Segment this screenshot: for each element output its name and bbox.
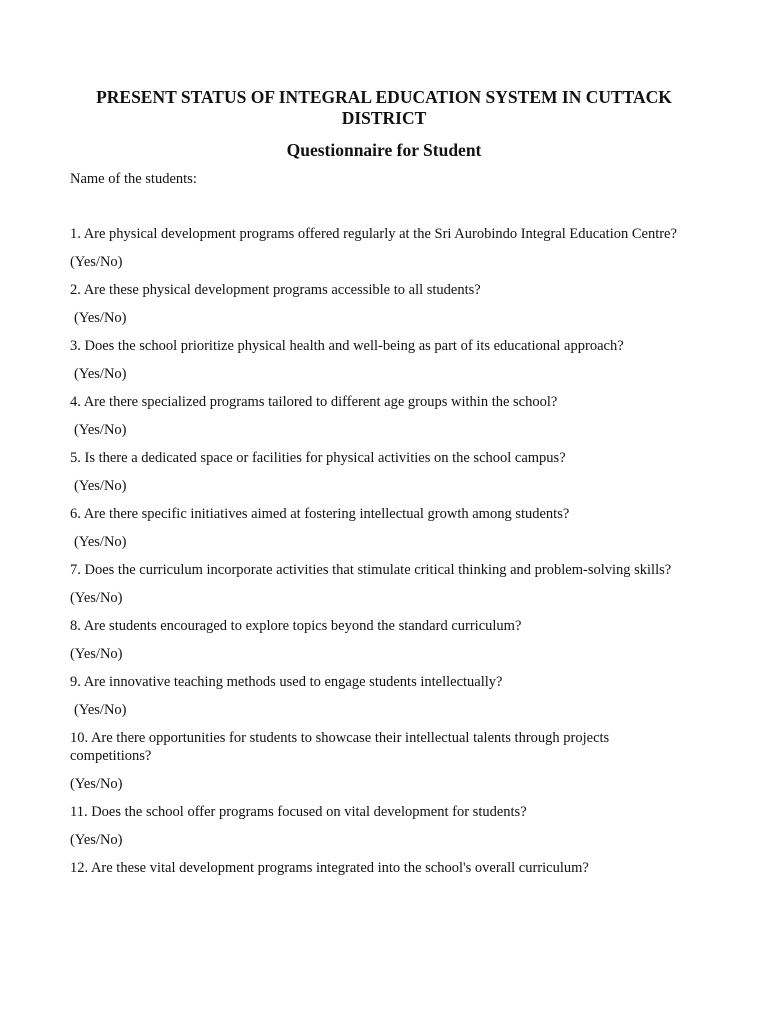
question-text: 2. Are these physical development programs accessible to all students? xyxy=(70,282,481,298)
question-item-7 xyxy=(70,561,680,607)
question-item-5 xyxy=(70,449,680,495)
question-text: 9. Are innovative teaching methods used to engage students intellectually? xyxy=(70,674,503,690)
question-text: 8. Are students encouraged to explore topics beyond the standard curriculum? xyxy=(70,618,522,634)
question-list xyxy=(70,225,680,887)
question-item-9 xyxy=(70,673,680,719)
answer-options: (Yes/No) xyxy=(74,478,127,494)
question-text: 10. Are there opportunities for students to showcase their intellectual talents through projects competitions? xyxy=(70,730,610,764)
answer-options: (Yes/No) xyxy=(74,534,127,550)
question-text: 7. Does the curriculum incorporate activities that stimulate critical thinking and problem-solving skills? xyxy=(70,562,672,578)
answer-options: (Yes/No) xyxy=(74,422,127,438)
question-item-6 xyxy=(70,505,680,551)
question-text: 4. Are there specialized programs tailored to different age groups within the school? xyxy=(70,394,558,410)
question-item-2 xyxy=(70,281,680,327)
answer-options: (Yes/No) xyxy=(74,702,127,718)
student-name-label: Name of the students: xyxy=(70,171,197,187)
question-item-4 xyxy=(70,393,680,439)
question-text: 3. Does the school prioritize physical health and well-being as part of its educational approach? xyxy=(70,338,624,354)
document-title: PRESENT STATUS OF INTEGRAL EDUCATION SYSTEM IN CUTTACK DISTRICT xyxy=(96,87,672,128)
document-subtitle: Questionnaire for Student xyxy=(286,140,482,160)
question-text: 12. Are these vital development programs integrated into the school's overall curriculum? xyxy=(70,860,589,876)
question-item-8 xyxy=(70,617,680,663)
question-text: 6. Are there specific initiatives aimed at fostering intellectual growth among students? xyxy=(70,506,570,522)
question-item-12 xyxy=(70,859,680,877)
answer-options: (Yes/No) xyxy=(70,646,123,662)
question-text: 5. Is there a dedicated space or facilities for physical activities on the school campus? xyxy=(70,450,566,466)
question-text: 1. Are physical development programs offered regularly at the Sri Aurobindo Integral Education Centre? xyxy=(70,226,677,242)
question-item-3 xyxy=(70,337,680,383)
question-item-10 xyxy=(70,729,680,793)
answer-options: (Yes/No) xyxy=(70,254,123,270)
answer-options: (Yes/No) xyxy=(70,832,123,848)
answer-options: (Yes/No) xyxy=(70,776,123,792)
question-item-1 xyxy=(70,225,680,271)
answer-options: (Yes/No) xyxy=(74,310,127,326)
answer-options: (Yes/No) xyxy=(70,590,123,606)
question-text: 11. Does the school offer programs focused on vital development for students? xyxy=(70,804,527,820)
question-item-11 xyxy=(70,803,680,849)
answer-options: (Yes/No) xyxy=(74,366,127,382)
